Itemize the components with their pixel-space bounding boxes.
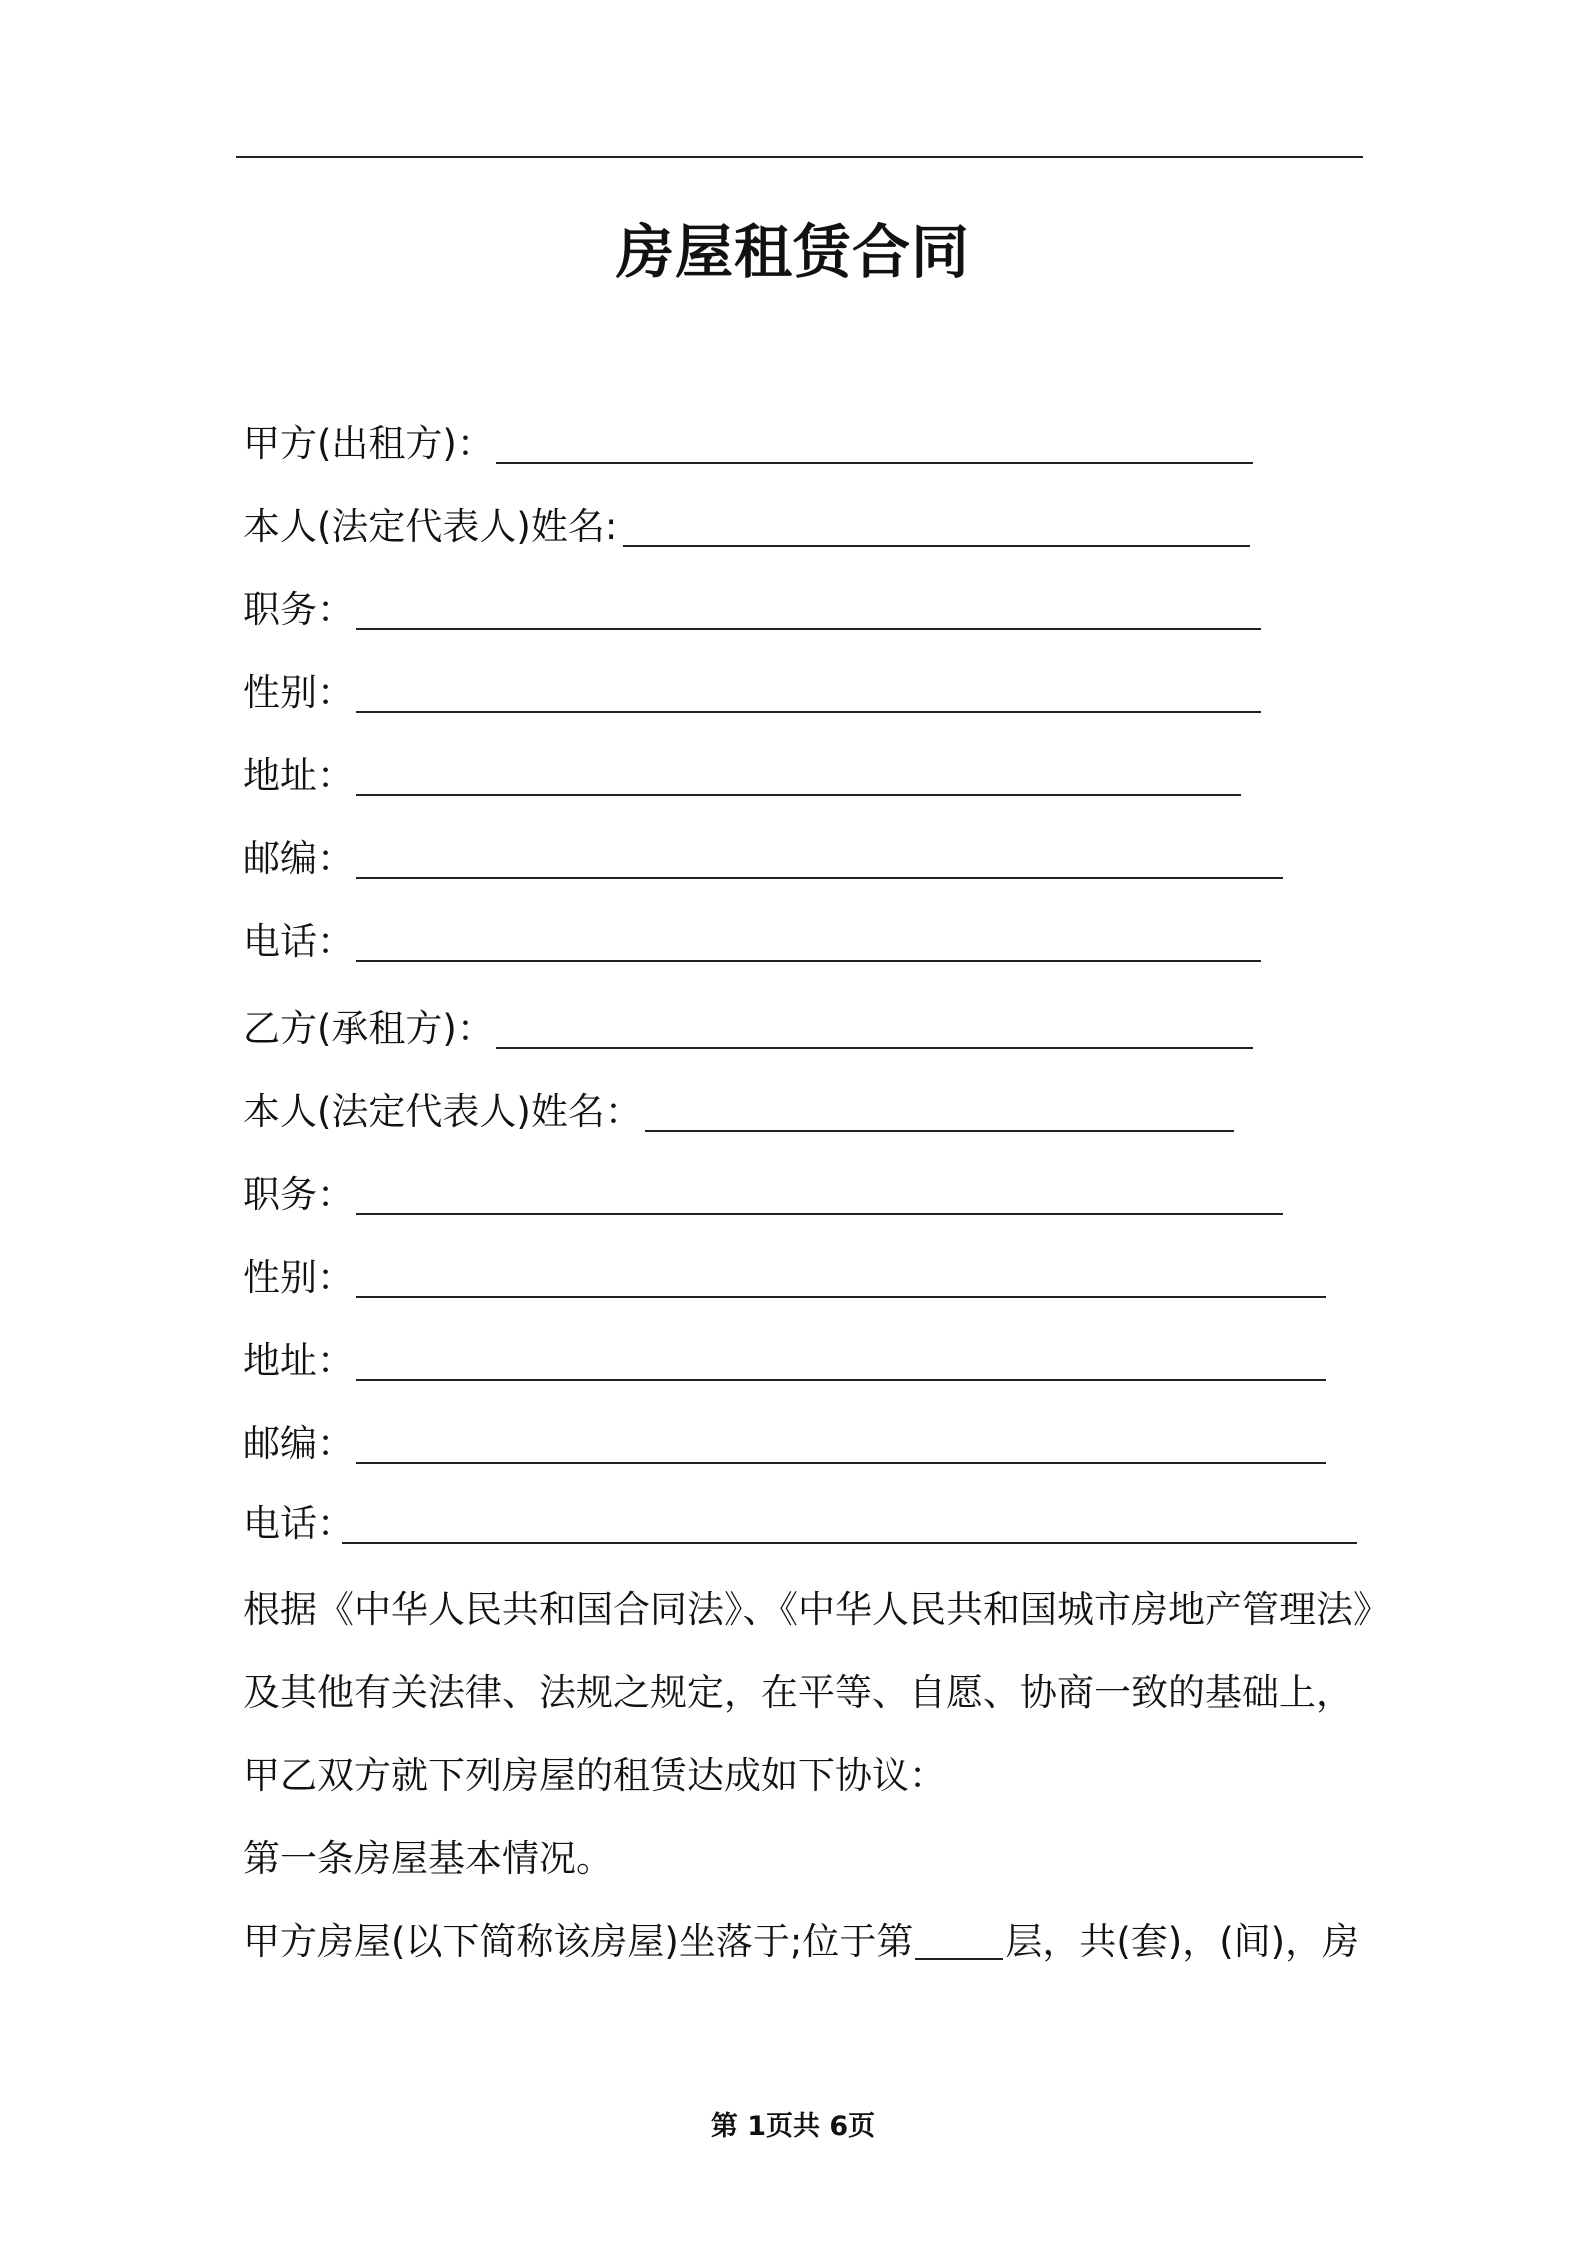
fill-line — [356, 877, 1283, 879]
field-label: 性别： — [243, 671, 354, 714]
party-a-position-field[interactable] — [243, 580, 354, 640]
document-title: 房屋租赁合同 — [615, 218, 970, 286]
fill-line — [356, 794, 1241, 796]
field-label: 性别： — [243, 1256, 354, 1299]
field-label: 电话： — [243, 1502, 354, 1545]
preamble-line-1: 根据《中华人民共和国合同法》、《中华人民共和国城市房地产管理法》 — [243, 1588, 1390, 1631]
preamble-line-2: 及其他有关法律、法规之规定，在平等、自愿、协商一致的基础上， — [243, 1671, 1353, 1714]
fill-line — [645, 1130, 1234, 1132]
party-a-representative-field[interactable] — [243, 497, 617, 557]
fill-line — [356, 1213, 1283, 1215]
article-1-text — [243, 1912, 1359, 1972]
header-rule — [236, 156, 1363, 158]
fill-line — [496, 1047, 1253, 1049]
fill-line — [356, 711, 1261, 713]
fill-line — [356, 628, 1261, 630]
party-a-gender-field[interactable] — [243, 663, 354, 723]
fill-line — [356, 1462, 1326, 1464]
party-a-address-field[interactable] — [243, 746, 354, 806]
field-label: 职务： — [243, 1173, 354, 1216]
party-b-lessee-field[interactable] — [243, 999, 494, 1059]
fill-line — [356, 1296, 1326, 1298]
party-a-postcode-field[interactable] — [243, 829, 354, 889]
article-1-heading: 第一条房屋基本情况。 — [243, 1837, 613, 1880]
article-1-text-after: 层，共(套)，(间)，房 — [1005, 1920, 1360, 1963]
party-b-gender-field[interactable] — [243, 1248, 354, 1308]
party-b-postcode-field[interactable] — [243, 1414, 354, 1474]
field-label: 地址： — [243, 754, 354, 797]
party-b-representative-field[interactable] — [243, 1082, 642, 1142]
article-1-text-before: 甲方房屋(以下简称该房屋)坐落于;位于第 — [243, 1920, 914, 1963]
party-b-position-field[interactable] — [243, 1165, 354, 1225]
page-number: 第 1页共 6页 — [710, 2111, 876, 2142]
fill-line — [342, 1542, 1357, 1544]
fill-line — [496, 462, 1253, 464]
field-label: 职务： — [243, 588, 354, 631]
field-label: 邮编： — [243, 1422, 354, 1465]
preamble-line-3: 甲乙双方就下列房屋的租赁达成如下协议： — [243, 1754, 946, 1797]
field-label: 地址： — [243, 1339, 354, 1382]
floor-blank[interactable] — [915, 1958, 1003, 1960]
fill-line — [356, 1379, 1326, 1381]
field-label: 邮编： — [243, 837, 354, 880]
party-b-phone-field[interactable] — [243, 1494, 354, 1554]
field-label: 电话： — [243, 920, 354, 963]
field-label: 乙方(承租方)： — [243, 1007, 494, 1050]
fill-line — [356, 960, 1261, 962]
party-b-address-field[interactable] — [243, 1331, 354, 1391]
fill-line — [623, 545, 1250, 547]
field-label: 甲方(出租方)： — [243, 422, 494, 465]
party-a-lessor-field[interactable] — [243, 414, 494, 474]
party-a-phone-field[interactable] — [243, 912, 354, 972]
field-label: 本人(法定代表人)姓名: — [243, 505, 618, 548]
field-label: 本人(法定代表人)姓名： — [243, 1090, 642, 1133]
